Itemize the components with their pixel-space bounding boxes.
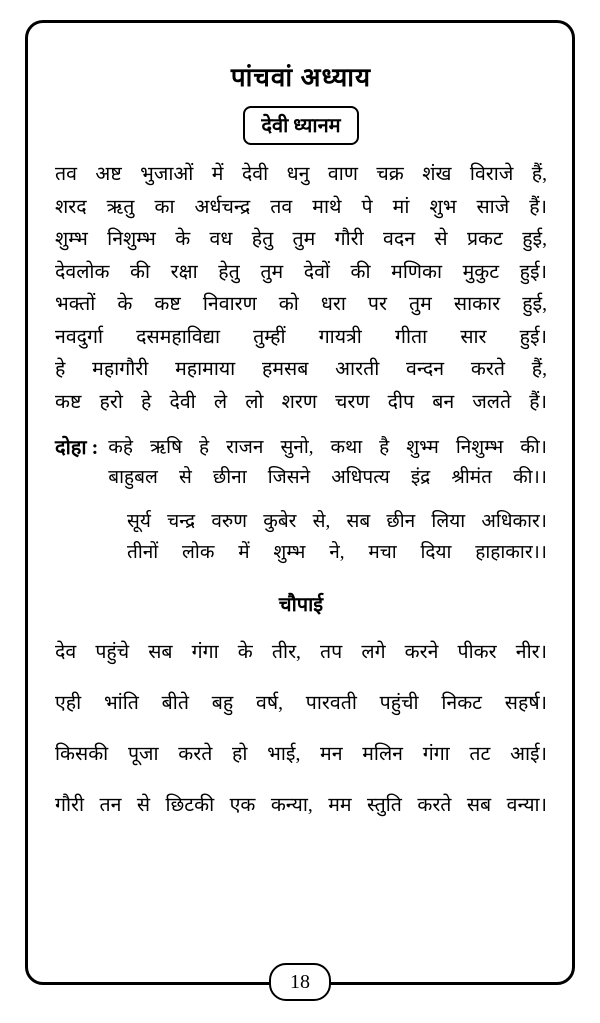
page-title: पांचवां अध्याय xyxy=(230,63,372,92)
doha-line: सूर्य चन्द्र वरुण कुबेर से, सब छीन लिया अधिकार। xyxy=(127,511,547,533)
chaupai-heading: चौपाई xyxy=(278,594,324,617)
page-number-badge: 18 xyxy=(269,963,331,1001)
verse-line: एही भांति बीते बहु वर्ष, पारवती पहुंची निकट सहर्ष। xyxy=(55,692,547,714)
verse-line: हे महागौरी महामाया हमसब आरती वन्दन करते हैं, xyxy=(55,359,547,381)
doha-line: तीनों लोक में शुम्भ ने, मचा दिया हाहाकार।। xyxy=(127,541,547,563)
verse-line: नवदुर्गा दसमहाविद्या तुम्हीं गायत्री गीता सार हुई। xyxy=(55,326,547,348)
page-content xyxy=(45,40,557,832)
verse-line: कष्ट हरो हे देवी ले लो शरण चरण दीप बन जलते हैं। xyxy=(55,392,547,414)
section-heading-container xyxy=(55,106,547,145)
doha-stanza-second xyxy=(127,507,547,568)
verse-line: शुम्भ निशुम्भ के वध हेतु तुम गौरी वदन से प्रकट हुई, xyxy=(55,229,547,251)
verse-line: देव पहुंचे सब गंगा के तीर, तप लगे करने पीकर नीर। xyxy=(55,641,547,663)
doha-block xyxy=(55,433,547,494)
verse-line: गौरी तन से छिटकी एक कन्या, मम स्तुति करते सब वन्या। xyxy=(55,794,547,816)
verse-line: भक्तों के कष्ट निवारण को धरा पर तुम साकार हुई, xyxy=(55,294,547,316)
chaupai-block xyxy=(55,637,547,822)
verse-line: शरद ऋतु का अर्धचन्द्र तव माथे पे मां शुभ साजे हैं। xyxy=(55,196,547,218)
verse-line: देवलोक की रक्षा हेतु तुम देवों की मणिका मुकुट हुई। xyxy=(55,261,547,283)
verse-line: किसकी पूजा करते हो भाई, मन मलिन गंगा तट आई। xyxy=(55,743,547,765)
verse-line: तव अष्ट भुजाओं में देवी धनु वाण चक्र शंख विराजे हैं, xyxy=(55,164,547,185)
doha-line: बाहुबल से छीना जिसने अधिपत्य इंद्र श्रीमंत की।। xyxy=(108,467,547,489)
doha-lines xyxy=(108,433,547,494)
doha-label: दोहा : xyxy=(55,436,99,459)
doha-line: कहे ऋषि हे राजन सुनो, कथा है शुभ्म निशुम्भ की। xyxy=(108,436,547,458)
section-heading-box: देवी ध्यानम xyxy=(243,106,358,145)
dhyanam-verse-block xyxy=(55,159,547,419)
